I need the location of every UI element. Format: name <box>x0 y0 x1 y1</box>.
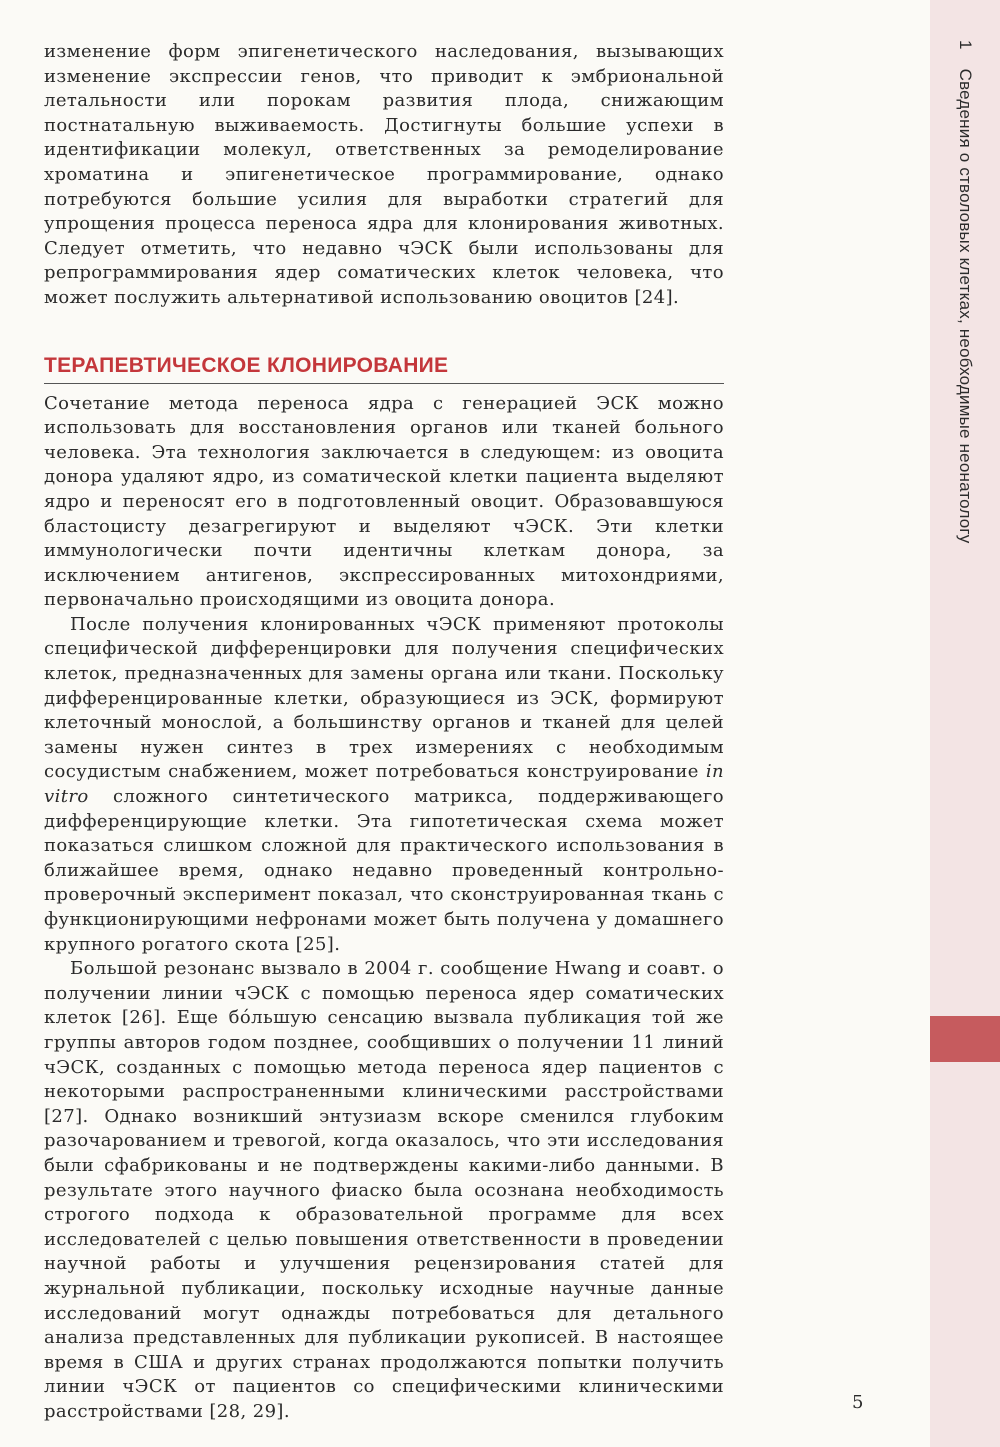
section-heading: ТЕРАПЕВТИЧЕСКОЕ КЛОНИРОВАНИЕ <box>44 351 724 384</box>
paragraph-2-text-a: После получения клонированных чЭСК применяют протоколы специфической дифференцировки для получения специфических клеток, предназначенных для замены органа или ткани. Поскольку дифференцированные клетки, образующиеся из ЭСК, формируют клеточный монослой, а большинству органов и тканей для целей замены нужен синтез в трех измерениях с необходимым сосудистым снабжением, может потребоваться конструирование <box>44 613 724 783</box>
paragraph-1: Сочетание метода переноса ядра с генерацией ЭСК можно использовать для восстановления органов или тканей больного человека. Эта технология заключается в следующем: из овоцита донора удаляют ядро, из соматической клетки пациента выделяют ядро и переносят его в подготовленный овоцит. Образовавшуюся бластоцисту дезагрегируют и выделяют чЭСК. Эти клетки иммунологически почти идентичны клеткам донора, за исключением антигенов, экспрессированных митохондриями, первоначально происходящими из овоцита донора. <box>44 392 724 611</box>
chapter-running-title <box>950 40 980 640</box>
paragraph-3: Большой резонанс вызвало в 2004 г. сообщение Hwang и соавт. о получении линии чЭСК с помощью переноса ядер соматических клеток [26]. Еще бо́льшую сенсацию вызвала публикация той же группы авторов годом позднее, сообщивших о получении 11 линий чЭСК, созданных с помощью метода переноса ядер пациентов с некоторыми распространенными клиническими расстройствами [27]. Однако возникший энтузиазм вскоре сменился глубоким разочарованием и тревогой, когда оказалось, что эти исследования были сфабрикованы и не подтверждены какими-либо данными. В результате этого научного фиаско была осознана необходимость строгого подхода к образовательной программе для всех исследователей с целью повышения ответственности в проведении научной работы и улучшения рецензирования статей для журнальной публикации, поскольку исходные научные данные исследований могут однажды потребоваться для детального анализа представленных для публикации рукописей. В настоящее время в США и других странах продолжаются попытки получить линии чЭСК от пациентов со специфическими клиническими расстройствами [28, 29]. <box>44 958 724 1422</box>
chapter-number: 1 <box>956 40 975 50</box>
chapter-title: Сведения о стволовых клетках, необходимые неонатологу <box>956 68 975 544</box>
paragraph-2 <box>44 613 724 957</box>
paragraph-2-italic: in vitro <box>44 761 724 808</box>
paragraph-2-text-b: сложного синтетического матрикса, поддерживающего дифференцирующие клетки. Эта гипотетическая схема может показаться слишком сложной для практического использования в ближайшее время, однако недавно проведенный контрольно-проверочный эксперимент показал, что сконструированная ткань с функционирующими нефронами может быть получена у домашнего крупного рогатого скота [25]. <box>44 786 724 955</box>
intro-paragraph: изменение форм эпигенетического наследования, вызывающих изменение экспрессии генов, что приводит к эмбриональной летальности или порокам развития плода, снижающим постнатальную выживаемость. Достигнуты большие успехи в идентификации молекул, ответственных за ремоделирование хроматина и эпигенетическое программирование, однако потребуются большие усилия для выработки стратегий для упрощения процесса переноса ядра для клонирования животных. Следует отметить, что недавно чЭСК были использованы для репрограммирования ядер соматических клеток человека, что может послужить альтернативой использованию овоцитов [24]. <box>44 41 724 308</box>
page-number: 5 <box>852 1392 864 1413</box>
chapter-side-accent <box>930 1016 1000 1062</box>
page-content <box>44 40 724 1424</box>
